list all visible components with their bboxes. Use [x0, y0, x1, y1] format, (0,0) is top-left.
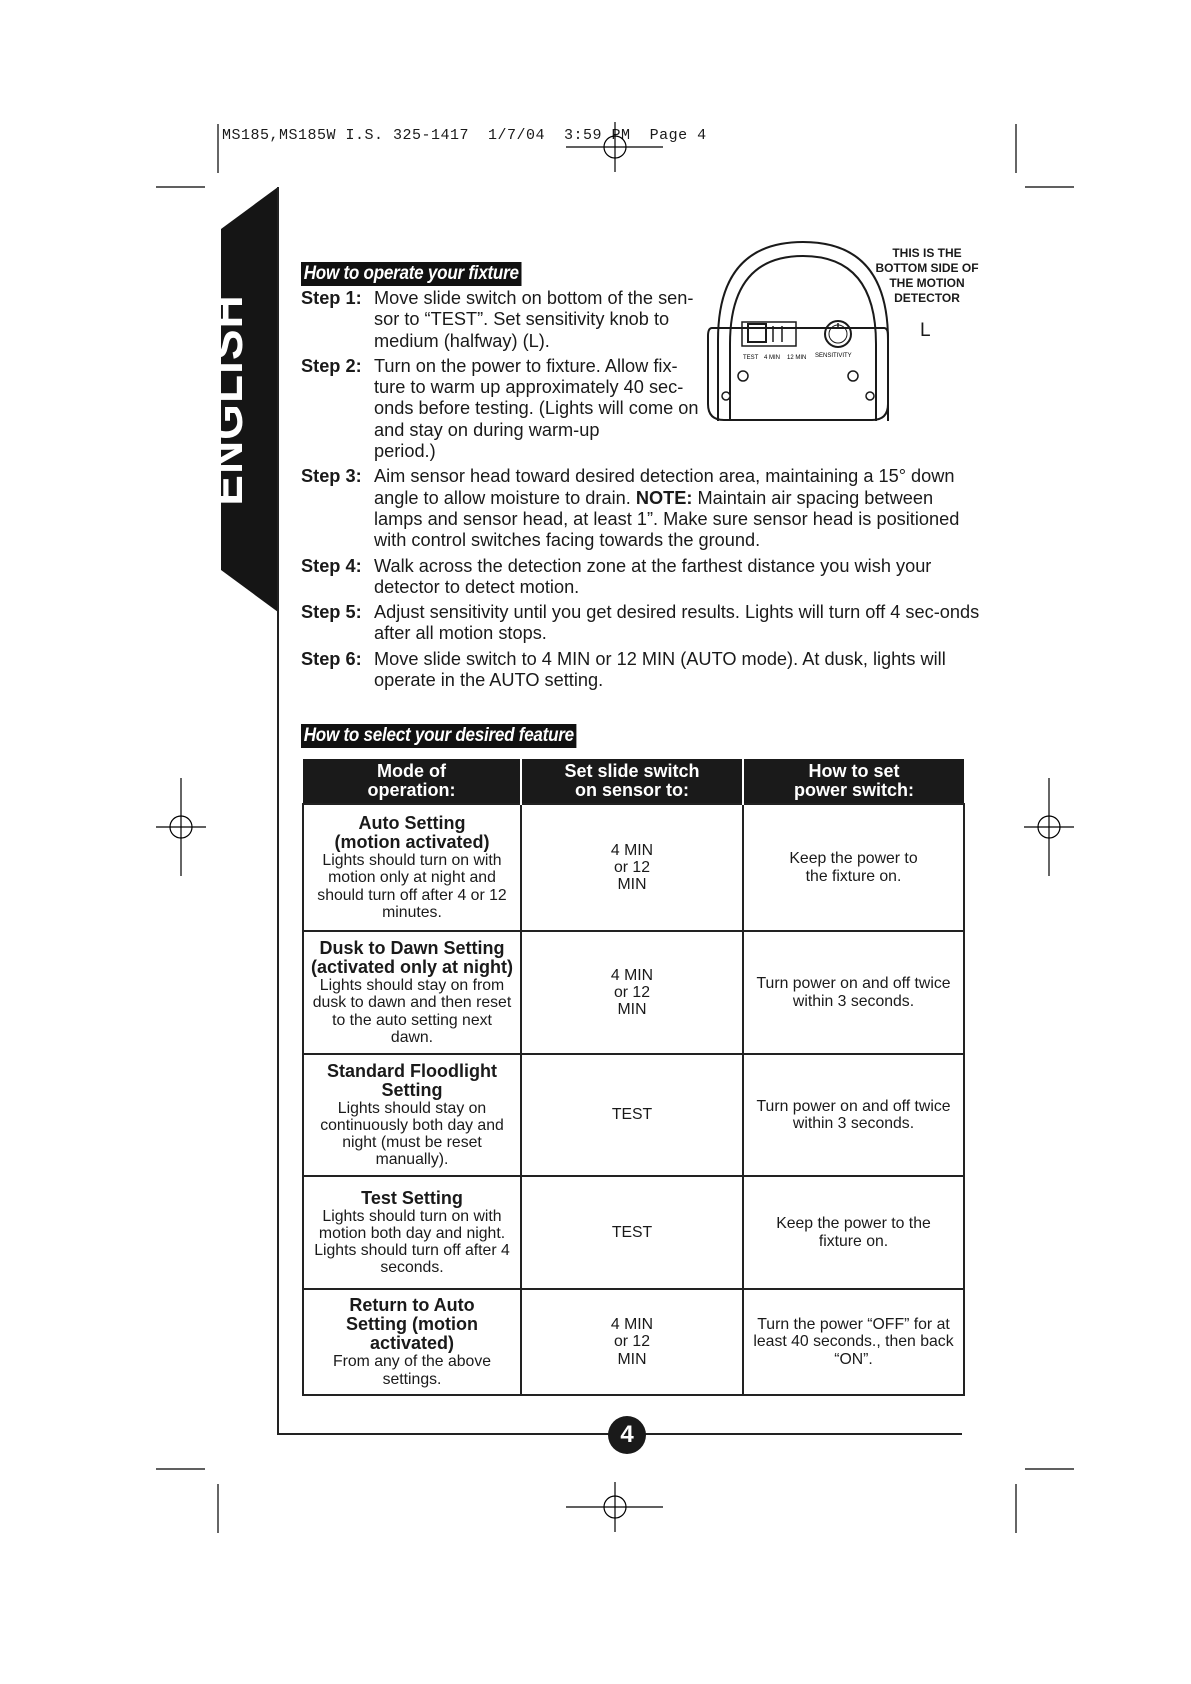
- steps-list: [301, 288, 981, 695]
- page-frame-left: [277, 187, 279, 1435]
- table-row: Dusk to Dawn Setting (activated only at night) Lights should stay on from dusk to dawn and then reset to the auto setting next dawn. 4 MIN or 12 MIN Turn power on and off twice within 3 seconds.: [303, 931, 964, 1054]
- table-row: Test Setting Lights should turn on with motion both day and night. Lights should turn off after 4 seconds. TEST Keep the power to the fixture on.: [303, 1176, 964, 1289]
- step-3: Step 3: Aim sensor head toward desired detection area, maintaining a 15° down angle to allow moisture to drain. NOTE: Maintain air spacing between lamps and sensor head, at least 1”. Make sure sensor head is positioned with control switches facing towards the ground.: [301, 466, 960, 551]
- table-row: Auto Setting (motion activated) Lights should turn on with motion only at night and should turn off after 4 or 12 minutes. 4 MIN or 12 MIN Keep the power to the fixture on.: [303, 804, 964, 931]
- switch-label-test: TEST: [743, 355, 759, 361]
- table-header-row: [303, 759, 964, 804]
- step-5: Step 5: Adjust sensitivity until you get desired results. Lights will turn off 4 sec-onds after all motion stops.: [301, 602, 980, 644]
- page-number: 4: [608, 1416, 646, 1454]
- feature-table: [302, 759, 965, 1396]
- column-header-slide: Set slide switch on sensor to:: [521, 759, 743, 804]
- step-2: Step 2: Turn on the power to fixture. Allow fix- ture to warm up approximately 40 sec- onds before testing. (Lights will come on and stay on during warm-up period.): [301, 355, 699, 462]
- detector-caption: THIS IS THE BOTTOM SIDE OF THE MOTION DETECTOR: [875, 246, 979, 305]
- section-heading-operate: How to operate your fixture: [301, 262, 546, 286]
- column-header-mode: Mode of operation:: [303, 759, 521, 804]
- step-4: Step 4: Walk across the detection zone at the farthest distance you wish your detector to detect motion.: [301, 555, 932, 597]
- table-row: Return to Auto Setting (motion activated) From any of the above settings. 4 MIN or 12 MIN Turn the power “OFF” for at least 40 seconds., then back “ON”.: [303, 1289, 964, 1395]
- knob-label: L: [920, 320, 931, 341]
- language-tab-label: ENGLISH: [200, 294, 252, 506]
- step-1: Step 1: Move slide switch on bottom of the sen- sor to “TEST”. Set sensitivity knob to medium (halfway) (L).: [301, 288, 694, 351]
- table-row: Standard Floodlight Setting Lights should stay on continuously both day and night (must be reset manually). TEST Turn power on and off twice within 3 seconds.: [303, 1054, 964, 1176]
- section-heading-feature: How to select your desired feature: [301, 724, 607, 748]
- column-header-power: How to set power switch:: [743, 759, 964, 804]
- print-slug-line: MS185,MS185W I.S. 325-1417 1/7/04 3:59 PM Page 4: [222, 127, 707, 144]
- sensitivity-label: SENSITIVITY: [815, 353, 852, 359]
- switch-label-4min: 4 MIN: [764, 355, 781, 361]
- switch-label-12min: 12 MIN: [787, 355, 807, 361]
- step-6: Step 6: Move slide switch to 4 MIN or 12 MIN (AUTO mode). At dusk, lights will operate in the AUTO setting.: [301, 648, 946, 691]
